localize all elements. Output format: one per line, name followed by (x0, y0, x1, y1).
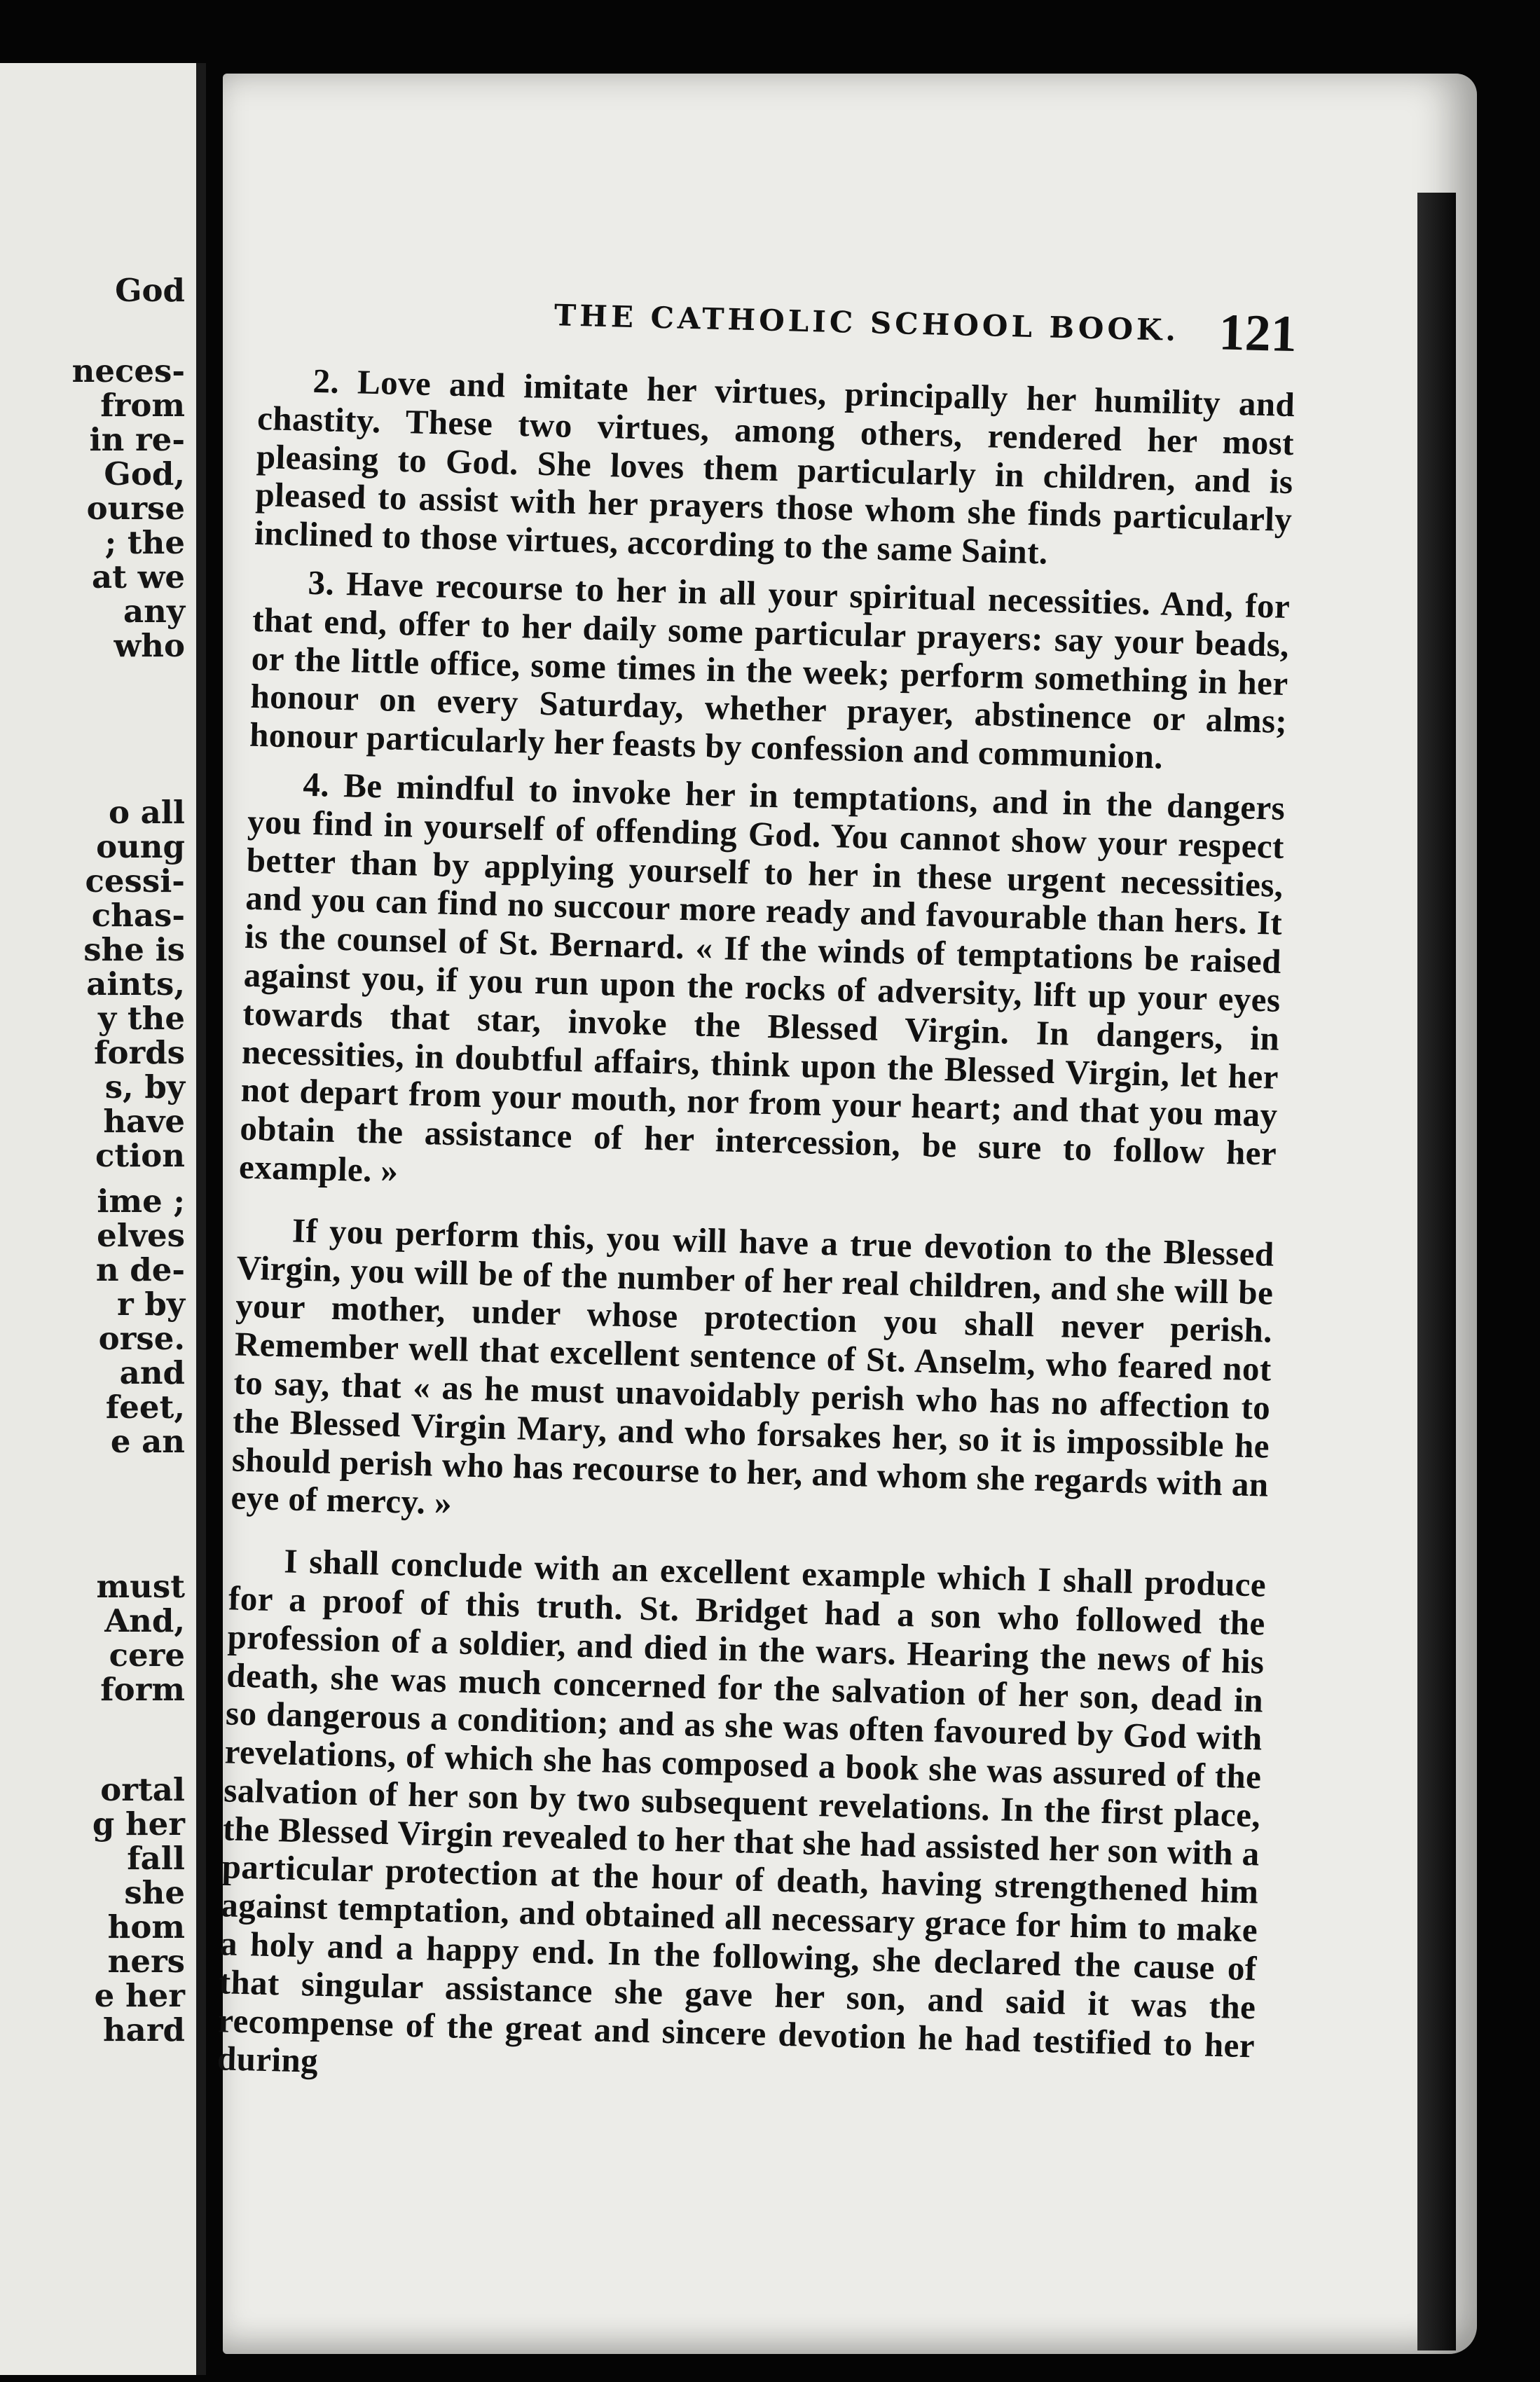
left-page-fragment: o all oung cessi- chas- she is aints, y the fords s, by have ction (83, 794, 185, 1174)
left-facing-page (0, 63, 206, 2375)
left-page-fragment: must And, cere form (96, 1568, 185, 1708)
left-page-fragment: ortal g her fall she hom ners e her hard (92, 1771, 185, 2049)
left-page-fragment: ime ; elves n de- r by orse. and feet, e an (95, 1183, 185, 1460)
book-title: THE CATHOLIC SCHOOL BOOK. (554, 298, 1180, 348)
page-number: 121 (1218, 303, 1298, 364)
paragraph-devotion: If you perform this, you will have a true devotion to the Blessed Virgin, you will be of the number of her real children, and she will be your mother, under whose protection you shall never perish. Remember well that excellent sentence of St. Anselm, who feared not to say, that « as he must unavoidably perish who has no affection to the Blessed Virgin Mary, and who forsakes her, so it is impossible he should perish who has recourse to her, and whom she regards with an eye of mercy. » (230, 1211, 1275, 1522)
paragraph-example: I shall conclude with an excellent example which I shall produce for a proof of this truth. St. Bridget had a son who followed the profession of a soldier, and died in the wars. Hearing the news of his death, she was much concerned for the salvation of her son, dead in so dangerous a condition; and as she was often favoured by God with revelations, of which she has composed a book she was assured of the salvation of her son by two subsequent revelations. In the first place, the Blessed Virgin revealed to her that she had assisted her son with a particular protection at the hour of death, having strengthened him against temptation, and obtained all necessary grace for him to make a holy and a happy end. In the following, she declared the cause of that singular assistance she gave her son, and said it was the recompense of the great and sincere devotion he had testified to her during (216, 1541, 1267, 2081)
paragraph-point-3: 3. Have recourse to her in all your spiritual necessities. And, for that end, offer to her daily some particular prayers: say your beads, or the little office, some times in the week; perform something in her honour on every Saturday, whether prayer, abstinence or alms; honour particularly her feasts by confession and communion. (249, 563, 1291, 776)
page-content (216, 284, 1298, 2114)
book-page (216, 74, 1477, 2354)
left-page-fragment: neces- from in re- God, ourse ; the at we any who (71, 352, 185, 664)
left-page-fragment: God (115, 272, 185, 309)
paragraph-point-2: 2. Love and imitate her virtues, principally her humility and chastity. These two virtues, among others, rendered her most pleasing to God. She loves them particularly in children, and is pleased to assist with her prayers those whom she finds particularly inclined to those virtues, according to the same Saint. (254, 361, 1295, 572)
paragraph-point-4: 4. Be mindful to invoke her in temptations, and in the dangers you find in yourself of offending God. You cannot show your respect better than by applying yourself to her in these urgent necessities, and you can find no succour more ready and favourable than hers. It is the counsel of St. Bernard. « If the winds of temptations be raised against you, if you run upon the rocks of adversity, lift up your eyes towards that star, invoke the Blessed Virgin. In dangers, in necessities, in doubtful affairs, think upon the Blessed Virgin, let her not depart from your mouth, nor from your heart; and that you may obtain the assistance of her intercession, be sure to follow her example. » (238, 764, 1286, 1190)
page-edge-shadow (1417, 193, 1456, 2350)
